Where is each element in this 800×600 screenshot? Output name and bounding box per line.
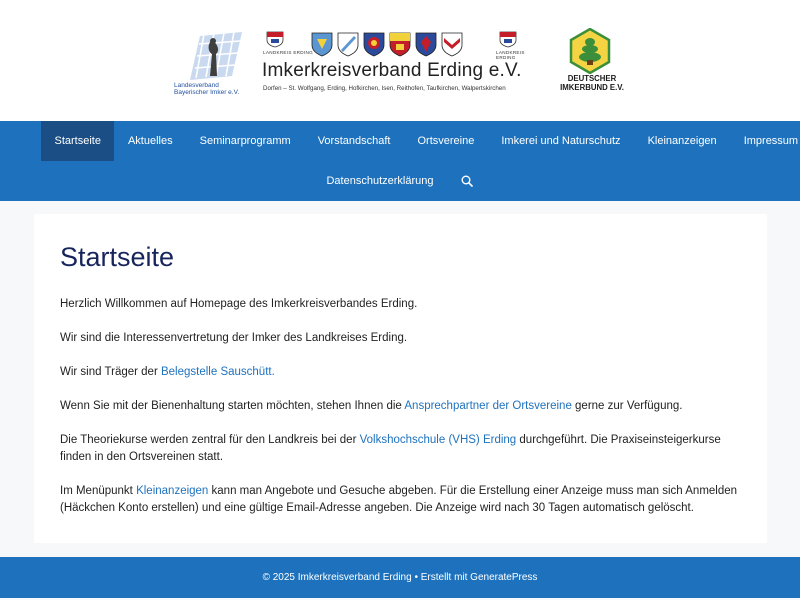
site-header [0, 0, 800, 121]
nav-item-kleinanzeigen[interactable]: Kleinanzeigen [647, 135, 717, 147]
dib-logo-line-1: DEUTSCHER [567, 74, 617, 83]
link-belegstelle-sauschuett[interactable]: Belegstelle Sauschütt. [160, 366, 275, 378]
landkreis-crest-icon [265, 30, 285, 48]
paragraph-start-text-post: gerne zur Verfügung. [571, 400, 683, 412]
nav-item-ortsvereine[interactable]: Ortsvereine [417, 135, 475, 147]
paragraph-ads-text-post: kann man Angebote und Gesuche abgeben. Für die Erstellung einer Anzeige muss man sich Anmelden (Häckchen Konto erstellen) und eine gültige Email-Adresse angeben. Die Anzeige wird nach 30 Tagen automatisch gelöscht. [60, 485, 738, 514]
crest-hofkirchen-icon [389, 32, 411, 57]
paragraph-courses-text-post: durchgeführt. Die Praxiseinsteigerkurse finden in den Ortsvereinen statt. [60, 434, 721, 463]
lbi-logo [170, 32, 245, 94]
crest-caption-right: LANDKREIS ERDING [496, 50, 525, 60]
site-logo[interactable] [170, 26, 635, 98]
search-icon [461, 175, 473, 187]
link-vhs-erding[interactable]: Volkshochschule (VHS) Erding [359, 434, 517, 446]
nav-item-aktuelles[interactable]: Aktuelles [127, 135, 173, 147]
nav-item-datenschutzerklaerung[interactable]: Datenschutzerklärung [326, 175, 434, 187]
nav-row-2 [0, 161, 800, 201]
page-title: Startseite [60, 242, 175, 272]
nav-item-imkerei-und-naturschutz[interactable]: Imkerei und Naturschutz [501, 135, 621, 147]
paragraph-belegstelle-text: Wir sind Träger der [60, 366, 161, 378]
paragraph-ads [60, 483, 741, 517]
crest-caption-left: LANDKREIS ERDING [263, 50, 313, 55]
nav-item-vorstandschaft[interactable]: Vorstandschaft [317, 135, 391, 147]
dib-logo-line-2: IMKERBUND E.V. [560, 82, 624, 92]
dib-logo [550, 28, 630, 96]
lbi-logo-line-1: Landesverband [174, 82, 219, 89]
paragraph-start [60, 398, 741, 415]
paragraph-interest: Wir sind die Interessenvertretung der Imker des Landkreises Erding. [60, 332, 408, 344]
center-logo [262, 26, 527, 96]
crest-isen-icon [415, 32, 437, 57]
link-kleinanzeigen[interactable]: Kleinanzeigen [136, 485, 209, 497]
dib-beehive-icon [569, 28, 611, 74]
crest-st-wolfgang-icon [337, 32, 359, 57]
nav-item-seminarprogramm[interactable]: Seminarprogramm [199, 135, 291, 147]
paragraph-ads-text-pre: Im Menüpunkt [60, 485, 137, 497]
lbi-emblem-icon [170, 32, 245, 82]
nav-search-button[interactable] [447, 161, 487, 201]
paragraph-belegstelle [60, 364, 741, 381]
lbi-logo-line-2: Bayerischer Imker e.V. [174, 89, 240, 96]
link-ansprechpartner-ortsvereine[interactable]: Ansprechpartner der Ortsvereine [404, 400, 572, 412]
main-content [34, 214, 767, 543]
crest-taufkirchen-icon [441, 32, 463, 57]
org-subtitle: Dorfen – St. Wolfgang, Erding, Hofkirchen, Isen, Reithofen, Taufkirchen, Walpertskirchen [263, 85, 506, 92]
nav-item-startseite[interactable]: Startseite [41, 121, 114, 161]
nav-row-1 [0, 121, 800, 161]
paragraph-courses [60, 432, 741, 466]
crest-dorfen-icon [311, 32, 333, 57]
paragraph-welcome: Herzlich Willkommen auf Homepage des Imkerkreisverbandes Erding. [60, 298, 418, 310]
landkreis-crest-right-icon [498, 30, 518, 48]
org-title: Imkerkreisverband Erding e.V. [262, 60, 522, 81]
nav-item-impressum[interactable]: Impressum [743, 135, 799, 147]
site-footer [0, 557, 800, 598]
paragraph-courses-text-pre: Die Theoriekurse werden zentral für den Landkreis bei der [60, 434, 360, 446]
main-nav [0, 121, 800, 201]
crest-row [262, 28, 527, 58]
paragraph-start-text-pre: Wenn Sie mit der Bienenhaltung starten möchten, stehen Ihnen die [60, 400, 405, 412]
footer-copyright: © 2025 Imkerkreisverband Erding • Erstellt mit GeneratePress [262, 572, 538, 583]
crest-erding-icon [363, 32, 385, 57]
